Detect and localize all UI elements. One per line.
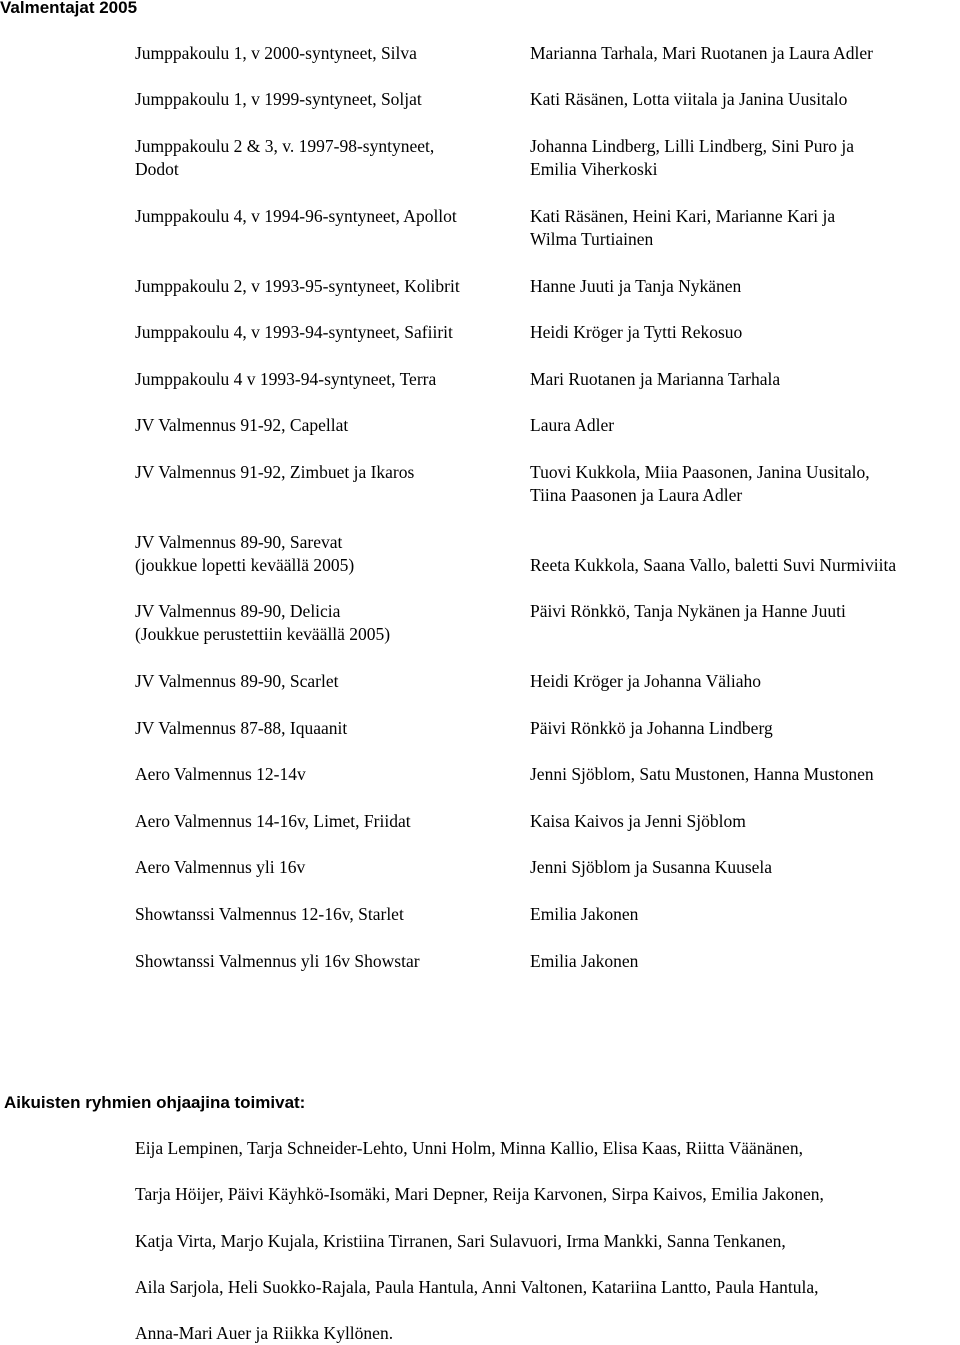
coach-names: Jenni Sjöblom, Satu Mustonen, Hanna Mustonen bbox=[530, 764, 874, 784]
coach-names: Reeta Kukkola, Saana Vallo, baletti Suvi Nurmiviita bbox=[530, 555, 897, 575]
coach-names: Tuovi Kukkola, Miia Paasonen, Janina Uusitalo, Tiina Paasonen ja Laura Adler bbox=[530, 462, 870, 505]
adult-coaches-heading: Aikuisten ryhmien ohjaajina toimivat: bbox=[4, 1093, 306, 1112]
coach-names: Kati Räsänen, Heini Kari, Marianne Kari ja Wilma Turtiainen bbox=[530, 206, 836, 249]
coach-names: Päivi Rönkkö, Tanja Nykänen ja Hanne Juuti bbox=[530, 601, 846, 621]
coach-names: Heidi Kröger ja Johanna Väliaho bbox=[530, 671, 761, 691]
group-name: Showtanssi Valmennus 12-16v, Starlet bbox=[135, 904, 404, 924]
coach-names: Heidi Kröger ja Tytti Rekosuo bbox=[530, 322, 743, 342]
coach-names: Jenni Sjöblom ja Susanna Kuusela bbox=[530, 857, 773, 877]
group-name: JV Valmennus 89-90, Delicia (Joukkue perustettiin keväällä 2005) bbox=[135, 601, 391, 644]
group-name: Aero Valmennus 14-16v, Limet, Friidat bbox=[135, 811, 411, 831]
coach-names: Laura Adler bbox=[530, 415, 615, 435]
group-name: Aero Valmennus yli 16v bbox=[135, 857, 306, 877]
group-name: Jumppakoulu 4 v 1993-94-syntyneet, Terra bbox=[135, 369, 437, 389]
coach-names: Marianna Tarhala, Mari Ruotanen ja Laura Adler bbox=[530, 43, 873, 63]
group-name: Aero Valmennus 12-14v bbox=[135, 764, 306, 784]
coach-names: Johanna Lindberg, Lilli Lindberg, Sini Puro ja Emilia Viherkoski bbox=[530, 136, 855, 179]
group-name: JV Valmennus 91-92, Zimbuet ja Ikaros bbox=[135, 462, 415, 482]
page-title: Valmentajat 2005 bbox=[0, 0, 138, 17]
group-name: Showtanssi Valmennus yli 16v Showstar bbox=[135, 951, 420, 971]
adult-coaches-line: Aila Sarjola, Heli Suokko-Rajala, Paula Hantula, Anni Valtonen, Katariina Lantto, Paula Hantula, bbox=[135, 1277, 819, 1297]
coach-names: Kati Räsänen, Lotta viitala ja Janina Uusitalo bbox=[530, 89, 848, 109]
group-name: Jumppakoulu 4, v 1994-96-syntyneet, Apollot bbox=[135, 206, 457, 226]
coach-names: Emilia Jakonen bbox=[530, 904, 639, 924]
coach-names: Emilia Jakonen bbox=[530, 951, 639, 971]
group-name: Jumppakoulu 1, v 2000-syntyneet, Silva bbox=[135, 43, 417, 63]
group-name: Jumppakoulu 2, v 1993-95-syntyneet, Kolibrit bbox=[135, 276, 460, 296]
group-name: Jumppakoulu 4, v 1993-94-syntyneet, Safiirit bbox=[135, 322, 453, 342]
group-name: JV Valmennus 89-90, Scarlet bbox=[135, 671, 339, 691]
coach-names: Päivi Rönkkö ja Johanna Lindberg bbox=[530, 718, 773, 738]
adult-coaches-line: Katja Virta, Marjo Kujala, Kristiina Tirranen, Sari Sulavuori, Irma Mankki, Sanna Tenkanen, bbox=[135, 1231, 786, 1251]
coach-names: Hanne Juuti ja Tanja Nykänen bbox=[530, 276, 742, 296]
group-name: JV Valmennus 89-90, Sarevat (joukkue lopetti keväällä 2005) bbox=[135, 532, 355, 575]
group-name: JV Valmennus 91-92, Capellat bbox=[135, 415, 349, 435]
coach-names: Mari Ruotanen ja Marianna Tarhala bbox=[530, 369, 781, 389]
coach-names: Kaisa Kaivos ja Jenni Sjöblom bbox=[530, 811, 746, 831]
adult-coaches-line: Tarja Höijer, Päivi Käyhkö-Isomäki, Mari Depner, Reija Karvonen, Sirpa Kaivos, Emilia Jakonen, bbox=[135, 1184, 824, 1204]
group-name: JV Valmennus 87-88, Iquaanit bbox=[135, 718, 348, 738]
adult-coaches-line: Eija Lempinen, Tarja Schneider-Lehto, Unni Holm, Minna Kallio, Elisa Kaas, Riitta Väänänen, bbox=[135, 1138, 803, 1158]
group-name: Jumppakoulu 2 & 3, v. 1997-98-syntyneet, Dodot bbox=[135, 136, 435, 179]
adult-coaches-line: Anna-Mari Auer ja Riikka Kyllönen. bbox=[135, 1323, 394, 1343]
group-name: Jumppakoulu 1, v 1999-syntyneet, Soljat bbox=[135, 89, 422, 109]
